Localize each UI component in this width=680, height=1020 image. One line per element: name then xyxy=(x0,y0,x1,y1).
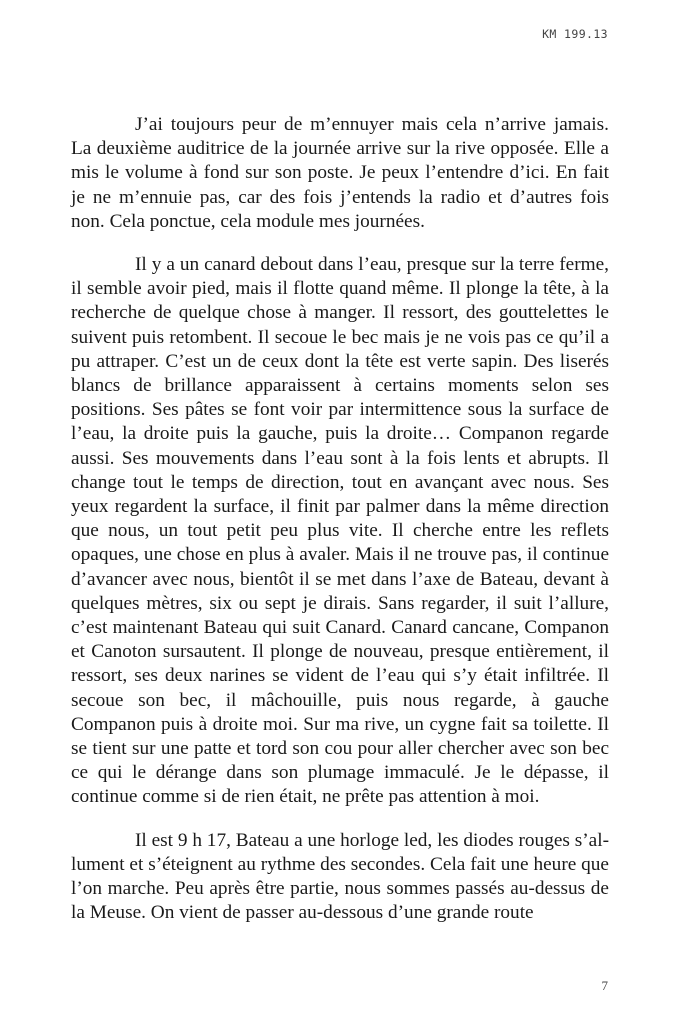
body-text xyxy=(71,113,609,926)
paragraph: Il y a un canard debout dans l’eau, presque sur la terre ferme, il semble avoir pied, mais il flotte quand même. Il plonge la tête, à la recherche de quelque chose à manger. Il ressort, des gouttelettes le suivent puis retombent. Il secoue le bec mais je ne vois pas ce qu’il a pu attraper. C’est un de ceux dont la tête est verte sapin. Des liserés blancs de brillance apparaissent à certains moments selon ses positions. Ses pâtes se font voir par intermittence sous la surface de l’eau, la droite puis la gauche, puis la droite… Companon regarde aussi. Ses mouvements dans l’eau sont à la fois lents et abrupts. Il change tout le temps de direction, tout en avançant avec nous. Ses yeux regardent la surface, il finit par palmer dans la même direction que nous, un tout petit peu plus vite. Il cherche entre les reflets opaques, une chose en plus à avaler. Mais il ne trouve pas, il continue d’avancer avec nous, bientôt il se met dans l’axe de Bateau, devant à quelques mètres, six ou sept je dirais. Sans regarder, il suit l’allure, c’est maintenant Bateau qui suit Canard. Canard cancane, Companon et Canoton sursautent. Il plonge de nouveau, presque entièrement, il ressort, ses deux narines se vident de l’eau qui s’y était infiltrée. Il secoue son bec, il mâchouille, puis nous regarde, à gauche Companon puis à droite moi. Sur ma rive, un cygne fait sa toilette. Il se tient sur une patte et tord son cou pour aller chercher avec son bec ce qui le dérange dans son plumage immaculé. Je le dépasse, il continue comme si de rien était, ne prête pas attention à moi. xyxy=(71,254,609,808)
running-head: KM 199.13 xyxy=(542,27,608,41)
paragraph: Il est 9 h 17, Bateau a une horloge led, les diodes rouges s’allument et s’éteignent au rythme des secondes. Cela fait une heure que l’on marche. Peu après être partie, nous sommes passés au-dessus de la Meuse. On vient de passer au-dessous d’une grande route xyxy=(71,829,609,924)
page-number: 7 xyxy=(601,978,608,993)
paragraph: J’ai toujours peur de m’ennuyer mais cela n’arrive jamais. La deuxième auditrice de la journée arrive sur la rive opposée. Elle a mis le volume à fond sur son poste. Je peux l’entendre d’ici. En fait je ne m’ennuie pas, car des fois j’entends la radio et d’autres fois non. Cela ponctue, cela module mes journées. xyxy=(71,114,609,232)
